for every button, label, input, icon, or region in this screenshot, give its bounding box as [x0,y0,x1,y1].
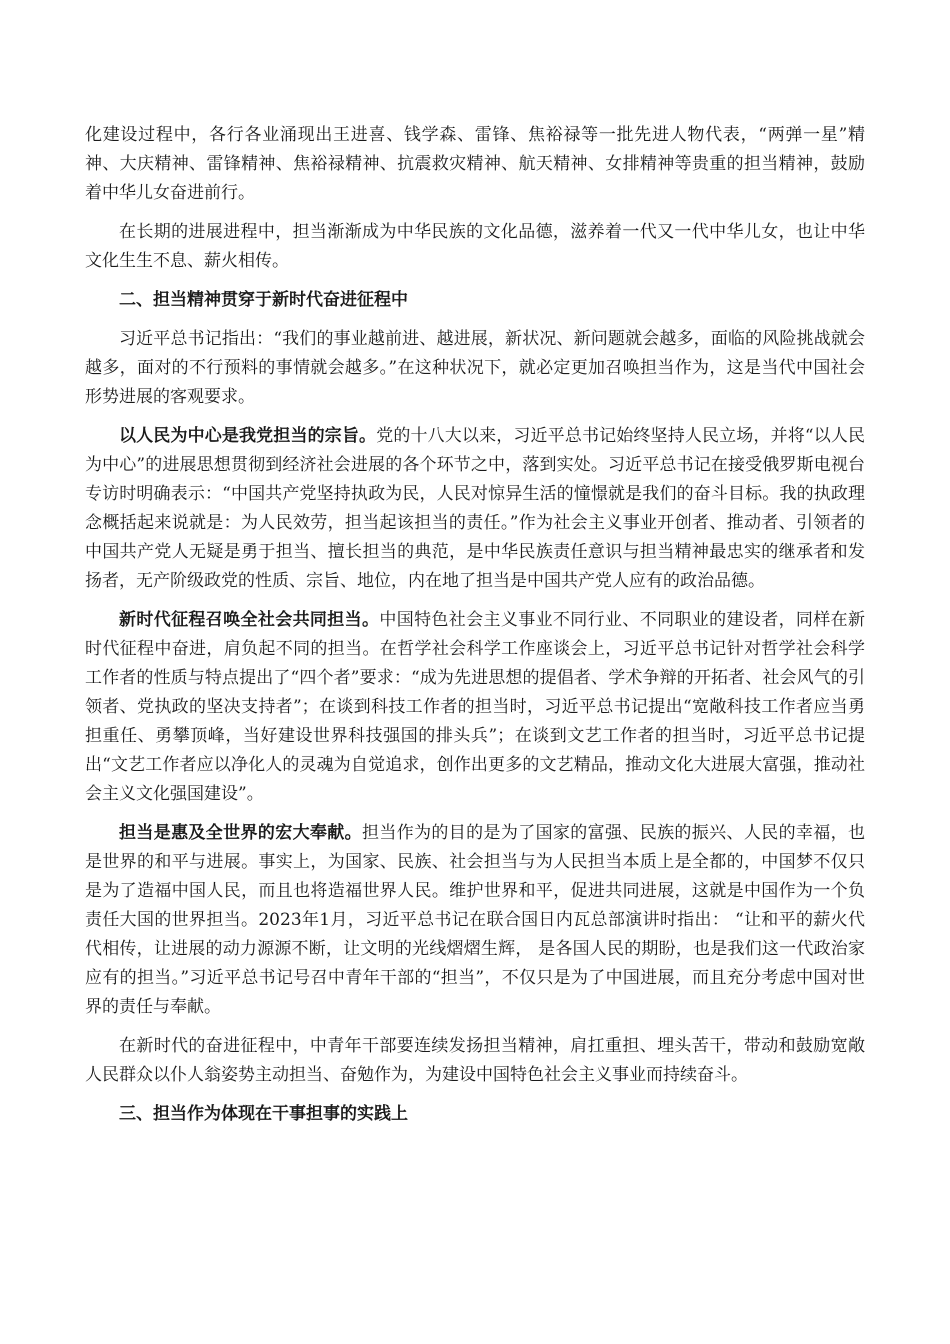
paragraph-body: 中国特色社会主义事业不同行业、不同职业的建设者，同样在新时代征程中奋进，肩负起不同的担当。在哲学社会科学工作座谈会上，习近平总书记针对哲学社会科学工作者的性质与特点提出了“四个者”要求：“成为先进思想的提倡者、学术争辩的开拓者、社会风气的引领者、党执政的坚决支持者”；在谈到科技工作者的担当时，习近平总书记提出“宽敞科技工作者应当勇担重任、勇攀顶峰，当好建设世界科技强国的排头兵”；在谈到文艺工作者的担当时，习近平总书记提出“文艺工作者应以净化人的灵魂为自觉追求，创作出更多的文艺精品，推动文化大进展大富强，推动社会主义文化强国建设”。 [85,610,866,804]
lead-sentence: 新时代征程召唤全社会共同担当。 [119,610,380,630]
lead-sentence: 以人民为中心是我党担当的宗旨。 [119,426,377,446]
section-heading-2: 二、担当精神贯穿于新时代奋进征程中 [119,290,408,310]
paragraph-cultural-character: 在长期的进展进程中，担当渐渐成为中华民族的文化品德，滋养着一代又一代中华儿女，也让中华文化生生不息、薪火相传。 [85,222,865,271]
paragraph-people-centered [85,422,865,596]
lead-sentence: 担当是惠及全世界的宏大奉献。 [119,823,362,843]
paragraph-world-contribution [85,819,865,1022]
paragraph-body: 担当作为的目的是为了国家的富强、民族的振兴、人民的幸福，也是世界的和平与进展。事实上，为国家、民族、社会担当与为人民担当本质上是全都的，中国梦不仅只是为了造福中国人民，而且也将造福世界人民。维护世界和平，促进共同进展，这就是中国作为一个负责任大国的世界担当。2023年1月，习近平总书记在联合国日内瓦总部演讲时指出： “让和平的薪火代代相传，让进展的动力源源不断，让文明的光线熠熠生辉， 是各国人民的期盼，也是我们这一代政治家应有的担当。”习近平总书记号召中青年干部的“担当”，不仅只是为了中国进展，而且充分考虑中国对世界的责任与奉献。 [85,823,865,1017]
paragraph-whole-society [85,606,865,809]
paragraph-quote-challenges: 习近平总书记指出：“我们的事业越前进、越进展，新状况、新问题就会越多，面临的风险挑战就会越多，面对的不行预料的事情就会越多。”在这种状况下，就必定更加召唤担当作为，这是当代中国社会形势进展的客观要求。 [85,329,865,407]
paragraph-new-era-cadres: 在新时代的奋进征程中，中青年干部要连续发扬担当精神，肩扛重担、埋头苦干，带动和鼓励宽敞人民群众以仆人翁姿势主动担当、奋勉作为，为建设中国特色社会主义事业而持续奋斗。 [85,1036,865,1085]
paragraph-continuation: 化建设过程中，各行各业涌现出王进喜、钱学森、雷锋、焦裕禄等一批先进人物代表，“两弹一星”精神、大庆精神、雷锋精神、焦裕禄精神、抗震救灾精神、航天精神、女排精神等贵重的担当精神，鼓励着中华儿女奋进前行。 [85,125,865,203]
section-heading-3: 三、担当作为体现在干事担事的实践上 [119,1104,408,1124]
paragraph-body: 党的十八大以来，习近平总书记始终坚持人民立场，并将“以人民为中心”的进展思想贯彻到经济社会进展的各个环节之中，落到实处。习近平总书记在接受俄罗斯电视台专访时明确表示：“中国共产党坚持执政为民，人民对惊异生活的憧憬就是我们的奋斗目标。我的执政理念概括起来说就是：为人民效劳，担当起该担当的责任。”作为社会主义事业开创者、推动者、引领者的中国共产党人无疑是勇于担当、擅长担当的典范，是中华民族责任意识与担当精神最忠实的继承者和发扬者，无产阶级政党的性质、宗旨、地位，内在地了担当是中国共产党人应有的政治品德。 [85,426,865,591]
document-page [85,121,865,1139]
